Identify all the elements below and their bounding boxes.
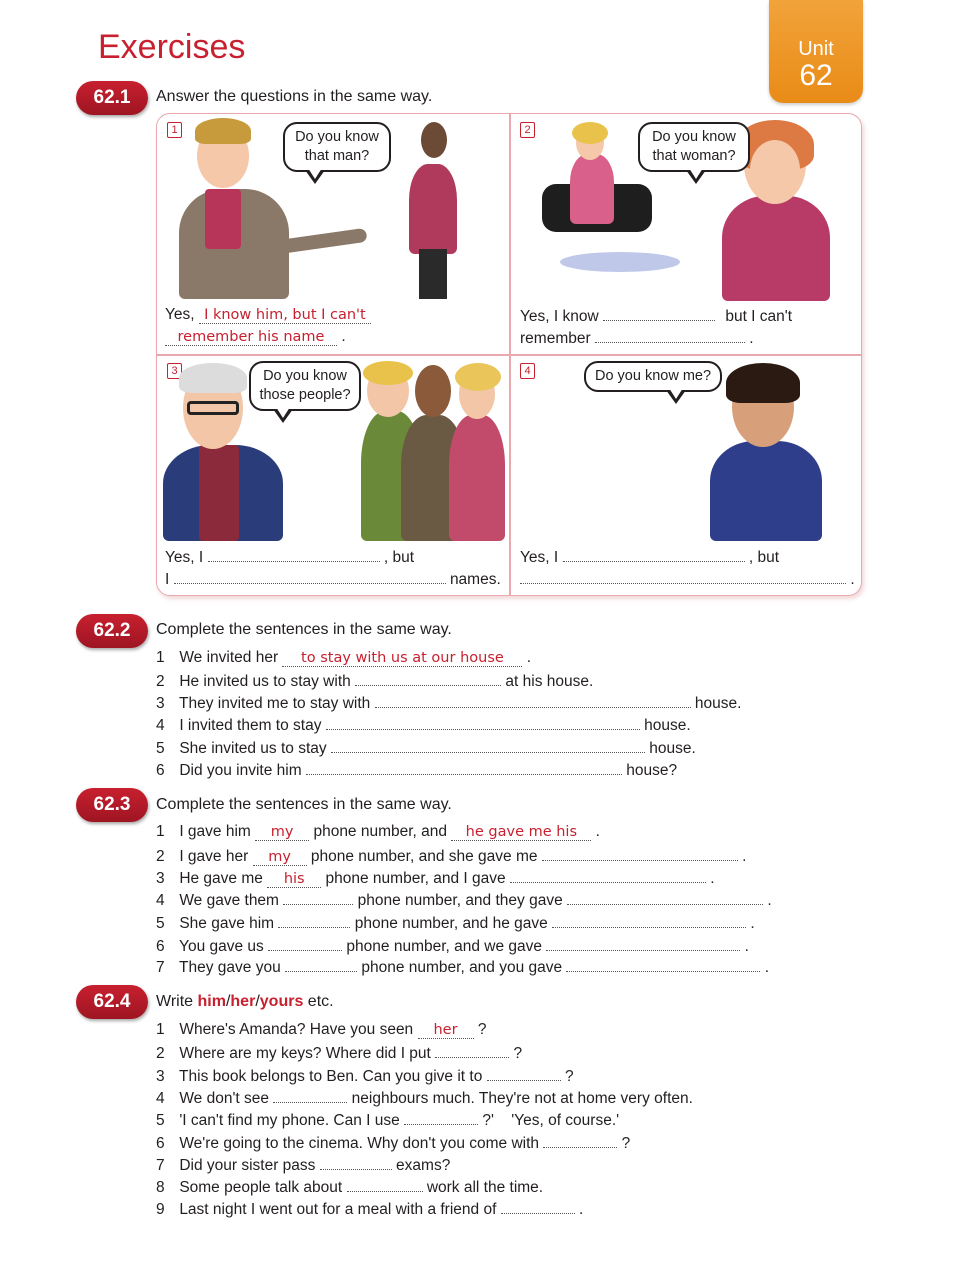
exercise-badge-62-1: 62.1 bbox=[76, 81, 148, 115]
answer-prefix: Yes, bbox=[165, 306, 195, 323]
exercise-item bbox=[156, 846, 746, 866]
blank-line[interactable] bbox=[306, 760, 622, 775]
instruction-text: etc. bbox=[307, 993, 334, 1010]
blank-line[interactable] bbox=[278, 913, 350, 928]
exercise-item bbox=[156, 715, 691, 735]
bubble-text: Do you know bbox=[652, 129, 736, 145]
handwritten-answer: my bbox=[255, 824, 309, 841]
item-text: phone number, and I gave bbox=[325, 870, 506, 887]
bubble-text: Do you know bbox=[295, 129, 379, 145]
blank-line[interactable] bbox=[273, 1088, 347, 1103]
answer-suffix: . bbox=[749, 330, 754, 347]
exercise-item bbox=[156, 823, 600, 841]
person-torso bbox=[409, 164, 457, 254]
handwritten-answer: I know him, but I can't bbox=[199, 307, 371, 324]
person-dress bbox=[570, 154, 614, 224]
item-text: . bbox=[526, 649, 532, 666]
exercise-item bbox=[156, 1177, 543, 1197]
item-text: I gave her bbox=[179, 848, 249, 865]
blank-line[interactable] bbox=[567, 890, 763, 905]
item-text: phone number, and we gave bbox=[346, 938, 543, 955]
handwritten-answer: her bbox=[418, 1022, 474, 1039]
page-title: Exercises bbox=[98, 28, 246, 66]
exercise-item bbox=[156, 738, 696, 758]
cell-number: 4 bbox=[520, 363, 535, 379]
item-text: . bbox=[767, 892, 772, 909]
item-number: 4 bbox=[156, 717, 165, 734]
answer-line-1 bbox=[165, 547, 414, 567]
item-text: . bbox=[764, 959, 770, 976]
answer-suffix: . bbox=[850, 571, 855, 588]
item-text: Did you invite him bbox=[179, 762, 302, 779]
item-text: He gave me bbox=[179, 870, 263, 887]
picture-cell-3 bbox=[157, 355, 509, 595]
exercise-item bbox=[156, 649, 531, 667]
item-text: exams? bbox=[396, 1157, 451, 1174]
blank-line[interactable] bbox=[595, 328, 745, 343]
speech-bubble bbox=[584, 361, 722, 392]
blank-line[interactable] bbox=[285, 957, 357, 972]
exercise-badge-62-2: 62.2 bbox=[76, 614, 148, 648]
person-hair bbox=[455, 363, 501, 391]
answer-line-2 bbox=[165, 328, 346, 346]
bubble-tail bbox=[666, 390, 686, 404]
item-number: 6 bbox=[156, 762, 165, 779]
item-number: 5 bbox=[156, 1112, 165, 1129]
item-text: Some people talk about bbox=[179, 1179, 343, 1196]
instruction-keyword: him bbox=[197, 993, 226, 1010]
exercise-badge-62-4: 62.4 bbox=[76, 985, 148, 1019]
unit-label: Unit bbox=[798, 38, 834, 60]
handwritten-answer: to stay with us at our house bbox=[282, 650, 522, 667]
unit-number: 62 bbox=[799, 59, 833, 92]
item-number: 1 bbox=[156, 1021, 165, 1038]
exercise-instruction: Complete the sentences in the same way. bbox=[156, 796, 452, 813]
exercise-item bbox=[156, 936, 749, 956]
answer-suffix: but I can't bbox=[725, 308, 793, 325]
item-number: 1 bbox=[156, 649, 165, 666]
item-text: ? bbox=[477, 1021, 487, 1038]
item-text: ? bbox=[621, 1135, 631, 1152]
blank-line[interactable] bbox=[283, 890, 353, 905]
pointing-arm bbox=[276, 228, 367, 254]
blank-line[interactable] bbox=[552, 913, 746, 928]
item-number: 7 bbox=[156, 1157, 165, 1174]
item-number: 4 bbox=[156, 1090, 165, 1107]
item-text: phone number, and bbox=[313, 823, 448, 840]
answer-line-1 bbox=[520, 547, 779, 567]
blank-line[interactable] bbox=[546, 936, 740, 951]
exercise-item bbox=[156, 760, 677, 780]
exercise-item bbox=[156, 1043, 522, 1063]
blank-line[interactable] bbox=[268, 936, 342, 951]
bubble-text: that man? bbox=[304, 148, 370, 164]
item-text: house. bbox=[694, 695, 742, 712]
instruction-separator: / bbox=[255, 993, 260, 1010]
instruction-keyword: yours bbox=[259, 993, 304, 1010]
exercise-item bbox=[156, 868, 715, 888]
item-text: We're going to the cinema. Why don't you come with bbox=[179, 1135, 540, 1152]
answer-line-2 bbox=[520, 569, 855, 589]
item-text: . bbox=[710, 870, 715, 887]
item-text: . bbox=[742, 848, 747, 865]
exercise-item bbox=[156, 1110, 619, 1130]
exercise-item bbox=[156, 671, 593, 691]
cell-number: 2 bbox=[520, 122, 535, 138]
answer-prefix: Yes, I know bbox=[520, 308, 599, 325]
blank-line[interactable] bbox=[375, 693, 691, 708]
item-text: Where's Amanda? Have you seen bbox=[179, 1021, 414, 1038]
blank-line[interactable] bbox=[331, 738, 645, 753]
item-text: We gave them bbox=[179, 892, 279, 909]
item-text: You gave us bbox=[179, 938, 264, 955]
exercise-item bbox=[156, 1133, 630, 1153]
answer-suffix: names. bbox=[449, 571, 501, 588]
item-text: I gave him bbox=[179, 823, 251, 840]
item-text: She gave him bbox=[179, 915, 275, 932]
answer-prefix: I bbox=[165, 571, 170, 588]
answer-line-2 bbox=[165, 569, 501, 589]
speech-bubble bbox=[638, 122, 750, 172]
speech-bubble bbox=[283, 122, 391, 172]
exercise-item bbox=[156, 1066, 574, 1086]
item-text: house. bbox=[644, 717, 691, 734]
item-number: 8 bbox=[156, 1179, 165, 1196]
bubble-text: those people? bbox=[259, 387, 351, 403]
picture-cell-1 bbox=[157, 114, 509, 354]
cell-number: 3 bbox=[167, 363, 182, 379]
exercise-instruction: Complete the sentences in the same way. bbox=[156, 621, 452, 638]
person-torso bbox=[449, 415, 505, 541]
item-text: work all the time. bbox=[426, 1179, 544, 1196]
item-text: phone number, and you gave bbox=[361, 959, 563, 976]
item-number: 3 bbox=[156, 695, 165, 712]
instruction-text: Write bbox=[156, 993, 194, 1010]
item-number: 1 bbox=[156, 823, 165, 840]
item-number: 2 bbox=[156, 1045, 165, 1062]
person-face bbox=[750, 140, 800, 200]
picture-cell-2 bbox=[510, 114, 862, 354]
picture-cell-4 bbox=[510, 355, 862, 595]
item-text: . bbox=[595, 823, 600, 840]
person-hair bbox=[726, 363, 800, 403]
answer-line-1 bbox=[520, 306, 792, 326]
answer-suffix: , but bbox=[383, 549, 415, 566]
blank-line[interactable] bbox=[487, 1066, 561, 1081]
person-hair bbox=[179, 363, 247, 393]
handwritten-answer: my bbox=[253, 849, 307, 866]
item-text: phone number, and they gave bbox=[357, 892, 563, 909]
item-text: . bbox=[579, 1201, 584, 1218]
exercise-item bbox=[156, 957, 769, 977]
blank-line[interactable] bbox=[355, 671, 501, 686]
person-sweater bbox=[199, 445, 239, 541]
item-text: . bbox=[750, 915, 755, 932]
item-text: ? bbox=[564, 1068, 574, 1085]
bubble-text: Do you know bbox=[263, 368, 347, 384]
item-number: 6 bbox=[156, 938, 165, 955]
item-number: 6 bbox=[156, 1135, 165, 1152]
handwritten-answer: he gave me his bbox=[451, 824, 591, 841]
person-legs bbox=[419, 249, 447, 299]
item-number: 9 bbox=[156, 1201, 165, 1218]
item-text: We don't see bbox=[179, 1090, 270, 1107]
person-head bbox=[421, 122, 447, 158]
blank-line[interactable] bbox=[563, 547, 745, 562]
handwritten-answer: his bbox=[267, 871, 321, 888]
answer-line-2 bbox=[520, 328, 754, 348]
blank-line[interactable] bbox=[543, 1133, 617, 1148]
exercise-item bbox=[156, 1155, 450, 1175]
bubble-tail bbox=[273, 409, 293, 423]
item-number: 2 bbox=[156, 673, 165, 690]
exercise-item bbox=[156, 693, 741, 713]
answer-line-1 bbox=[165, 306, 371, 324]
picture-grid bbox=[156, 113, 862, 596]
handwritten-answer: remember his name bbox=[165, 329, 337, 346]
person-hair bbox=[195, 118, 251, 144]
blank-line[interactable] bbox=[174, 569, 446, 584]
item-number: 7 bbox=[156, 959, 165, 976]
person-torso bbox=[710, 441, 822, 541]
bubble-tail bbox=[686, 170, 706, 184]
blank-line[interactable] bbox=[404, 1110, 478, 1125]
item-number: 5 bbox=[156, 740, 165, 757]
item-text: 'I can't find my phone. Can I use bbox=[179, 1112, 400, 1129]
person-hair bbox=[572, 122, 608, 144]
item-text: phone number, and she gave me bbox=[310, 848, 538, 865]
exercise-item bbox=[156, 1088, 693, 1108]
instruction-keyword: her bbox=[230, 993, 256, 1010]
blank-line[interactable] bbox=[542, 846, 738, 861]
blank-line[interactable] bbox=[320, 1155, 392, 1170]
item-text: house? bbox=[626, 762, 678, 779]
exercise-item bbox=[156, 1021, 486, 1039]
exercise-item bbox=[156, 913, 755, 933]
bubble-text: Do you know me? bbox=[594, 368, 712, 384]
unit-tab bbox=[769, 0, 863, 103]
exercise-item bbox=[156, 890, 772, 910]
blank-line[interactable] bbox=[501, 1199, 575, 1214]
exercise-badge-62-3: 62.3 bbox=[76, 788, 148, 822]
exercise-instruction: Answer the questions in the same way. bbox=[156, 88, 433, 105]
answer-prefix: Yes, I bbox=[165, 549, 204, 566]
item-text: ?' 'Yes, of course.' bbox=[482, 1112, 620, 1129]
item-text: ? bbox=[513, 1045, 523, 1062]
item-number: 4 bbox=[156, 892, 165, 909]
blank-line[interactable] bbox=[435, 1043, 509, 1058]
item-text: She invited us to stay bbox=[179, 740, 327, 757]
speech-bubble bbox=[249, 361, 361, 411]
answer-prefix: Yes, I bbox=[520, 549, 559, 566]
blank-line[interactable] bbox=[326, 715, 640, 730]
blank-line[interactable] bbox=[520, 569, 846, 584]
item-text: I invited them to stay bbox=[179, 717, 322, 734]
blank-line[interactable] bbox=[603, 306, 715, 321]
item-number: 2 bbox=[156, 848, 165, 865]
item-text: phone number, and he gave bbox=[354, 915, 548, 932]
cell-number: 1 bbox=[167, 122, 182, 138]
person-scarf bbox=[205, 189, 241, 249]
item-text: . bbox=[744, 938, 749, 955]
item-text: at his house. bbox=[505, 673, 594, 690]
person-torso bbox=[722, 196, 830, 301]
item-text: This book belongs to Ben. Can you give it to bbox=[179, 1068, 483, 1085]
exercise-instruction bbox=[156, 993, 334, 1011]
answer-prefix: remember bbox=[520, 330, 591, 347]
item-text: Did your sister pass bbox=[179, 1157, 316, 1174]
item-number: 3 bbox=[156, 1068, 165, 1085]
instruction-separator: / bbox=[225, 993, 231, 1010]
item-number: 5 bbox=[156, 915, 165, 932]
person-head bbox=[415, 365, 451, 417]
person-hair bbox=[363, 361, 413, 385]
chair-shadow bbox=[560, 252, 680, 272]
item-text: house. bbox=[649, 740, 696, 757]
glasses bbox=[187, 401, 239, 415]
item-text: They invited me to stay with bbox=[179, 695, 371, 712]
bubble-text: that woman? bbox=[652, 148, 736, 164]
answer-suffix: , but bbox=[748, 549, 780, 566]
blank-line[interactable] bbox=[208, 547, 380, 562]
answer-suffix: . bbox=[341, 328, 346, 345]
item-number: 3 bbox=[156, 870, 165, 887]
blank-line[interactable] bbox=[510, 868, 706, 883]
blank-line[interactable] bbox=[566, 957, 760, 972]
bubble-tail bbox=[305, 170, 325, 184]
blank-line[interactable] bbox=[347, 1177, 423, 1192]
item-text: Where are my keys? Where did I put bbox=[179, 1045, 431, 1062]
item-text: Last night I went out for a meal with a friend of bbox=[179, 1201, 497, 1218]
exercise-item bbox=[156, 1199, 583, 1219]
item-text: They gave you bbox=[179, 959, 281, 976]
item-text: We invited her bbox=[179, 649, 279, 666]
item-text: He invited us to stay with bbox=[179, 673, 351, 690]
item-text: neighbours much. They're not at home very often. bbox=[351, 1090, 693, 1107]
